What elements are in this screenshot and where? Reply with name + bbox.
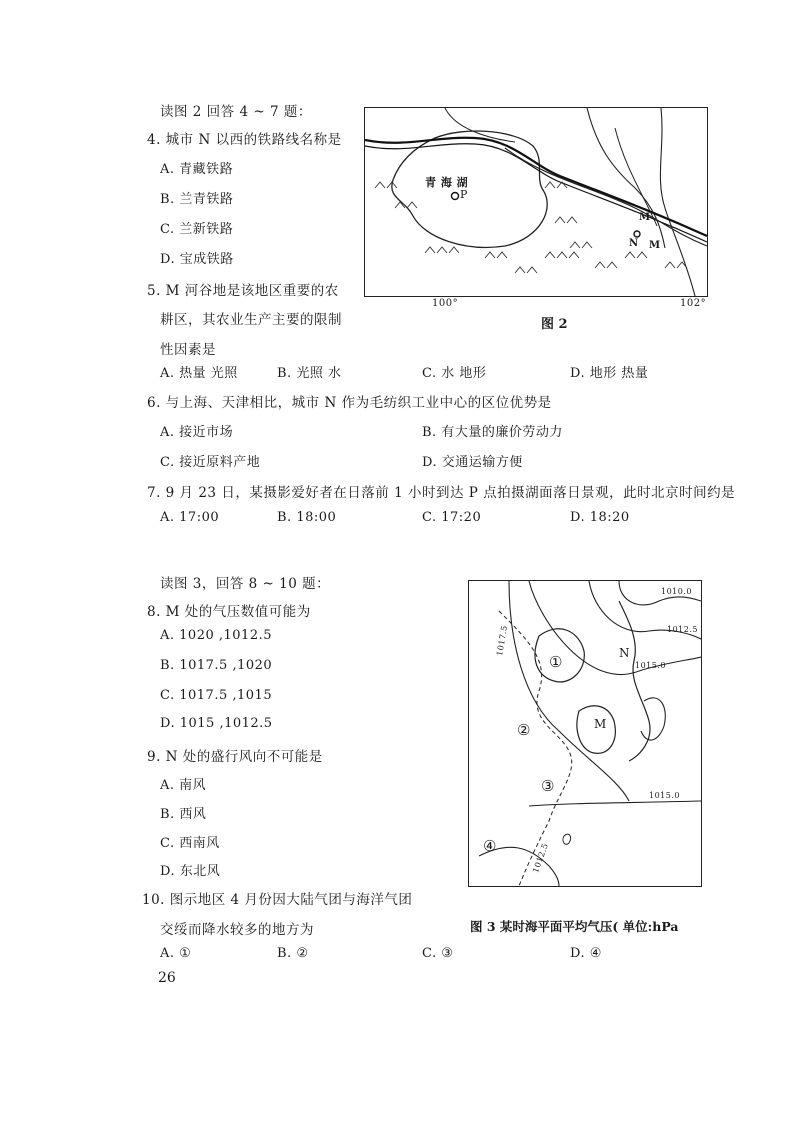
page-number: 26 — [158, 970, 176, 986]
q4-stem: 4. 城市 N 以西的铁路线名称是 — [147, 132, 342, 148]
region-3: ③ — [541, 777, 555, 795]
isobar-label-1012-5: 1012.5 — [667, 625, 698, 634]
longitude-102: 102° — [680, 298, 707, 309]
region-2: ② — [517, 721, 531, 739]
q10-option-d[interactable]: D. ④ — [570, 946, 602, 961]
river-m-label: M — [639, 212, 651, 223]
q9-stem: 9. N 处的盛行风向不可能是 — [147, 749, 323, 765]
q6-option-a[interactable]: A. 接近市场 — [160, 425, 234, 440]
q6-option-b[interactable]: B. 有大量的廉价劳动力 — [422, 425, 563, 440]
river — [587, 108, 665, 248]
isobar-1017-5 — [509, 581, 629, 801]
q10-option-c[interactable]: C. ③ — [422, 946, 454, 961]
q5-option-b[interactable]: B. 光照 水 — [277, 366, 342, 381]
label-m-east: M — [649, 240, 661, 251]
q9-option-b[interactable]: B. 西风 — [160, 807, 207, 822]
q7-option-c[interactable]: C. 17:20 — [422, 510, 482, 525]
point-p-marker — [452, 193, 459, 200]
q7-stem: 7. 9 月 23 日，某摄影爱好者在日落前 1 小时到达 P 点拍摄湖面落日景观，此时北京时间约是 — [147, 485, 736, 501]
lake-label: 青 海 湖 — [425, 176, 469, 189]
q6-option-d[interactable]: D. 交通运输方便 — [422, 455, 523, 470]
figure3-map — [468, 580, 702, 887]
q8-option-c[interactable]: C. 1017.5 ,1015 — [160, 688, 273, 703]
region-1: ① — [549, 653, 563, 671]
q4-option-b[interactable]: B. 兰青铁路 — [160, 192, 234, 207]
label-n: N — [619, 646, 630, 660]
isobar-label-1015-north: 1015.0 — [635, 661, 666, 670]
isobar-1015-0-south — [529, 801, 701, 806]
q5-option-d[interactable]: D. 地形 热量 — [570, 366, 649, 381]
q10-stem-line2: 交绥而降水较多的地方为 — [160, 922, 314, 938]
landmass — [641, 698, 665, 740]
q5-stem-line3: 性因素是 — [160, 342, 216, 358]
q5-stem-line1: 5. M 河谷地是该地区重要的农 — [147, 283, 339, 299]
q8-stem: 8. M 处的气压数值可能为 — [147, 604, 311, 620]
q8-option-b[interactable]: B. 1017.5 ,1020 — [160, 658, 273, 673]
q5-option-c[interactable]: C. 水 地形 — [422, 366, 487, 381]
figure2-map — [364, 107, 708, 297]
q8-option-d[interactable]: D. 1015 ,1012.5 — [160, 716, 273, 731]
q9-option-c[interactable]: C. 西南风 — [160, 836, 220, 851]
figure2-caption: 图 2 — [541, 317, 568, 332]
longitude-100: 100° — [432, 298, 459, 309]
q4-option-a[interactable]: A. 青藏铁路 — [160, 162, 234, 177]
q10-stem-line1: 10. 图示地区 4 月份因大陆气团与海洋气团 — [142, 892, 413, 908]
q9-option-a[interactable]: A. 南风 — [160, 778, 207, 793]
isobar-label-1012-5-south: 1012.5 — [531, 841, 551, 875]
isobar-label-1015-south: 1015.0 — [649, 791, 680, 800]
q5-option-a[interactable]: A. 热量 光照 — [160, 366, 238, 381]
region-4: ④ — [483, 837, 497, 855]
q5-stem-line2: 耕区，其农业生产主要的限制 — [160, 312, 342, 328]
q7-option-a[interactable]: A. 17:00 — [160, 510, 220, 525]
q7-option-b[interactable]: B. 18:00 — [277, 510, 337, 525]
q10-option-b[interactable]: B. ② — [277, 946, 309, 961]
railway-line — [365, 144, 707, 242]
section2-intro: 读图 3，回答 8 ~ 10 题： — [160, 576, 331, 592]
island — [563, 834, 571, 844]
lake-outline — [392, 131, 547, 247]
city-n-label: N — [629, 238, 639, 249]
isobar-label-1010: 1010.0 — [661, 587, 692, 596]
q6-stem: 6. 与上海、天津相比，城市 N 作为毛纺织工业中心的区位优势是 — [147, 395, 552, 411]
q4-option-c[interactable]: C. 兰新铁路 — [160, 222, 234, 237]
section1-intro: 读图 2 回答 4 ~ 7 题： — [160, 104, 312, 120]
landmass — [619, 601, 650, 761]
q4-option-d[interactable]: D. 宝成铁路 — [160, 252, 234, 267]
q10-option-a[interactable]: A. ① — [160, 946, 192, 961]
isobar-label-1017-5: 1017.5 — [495, 624, 510, 657]
label-m: M — [594, 717, 607, 731]
q6-option-c[interactable]: C. 接近原料产地 — [160, 455, 261, 470]
point-p-label: P — [460, 188, 468, 201]
q9-option-d[interactable]: D. 东北风 — [160, 864, 221, 879]
q7-option-d[interactable]: D. 18:20 — [570, 510, 630, 525]
figure3-caption: 图 3 某时海平面平均气压( 单位:hPa — [470, 919, 679, 934]
city-n-marker — [634, 231, 640, 237]
river — [445, 108, 515, 142]
q8-option-a[interactable]: A. 1020 ,1012.5 — [160, 628, 272, 643]
